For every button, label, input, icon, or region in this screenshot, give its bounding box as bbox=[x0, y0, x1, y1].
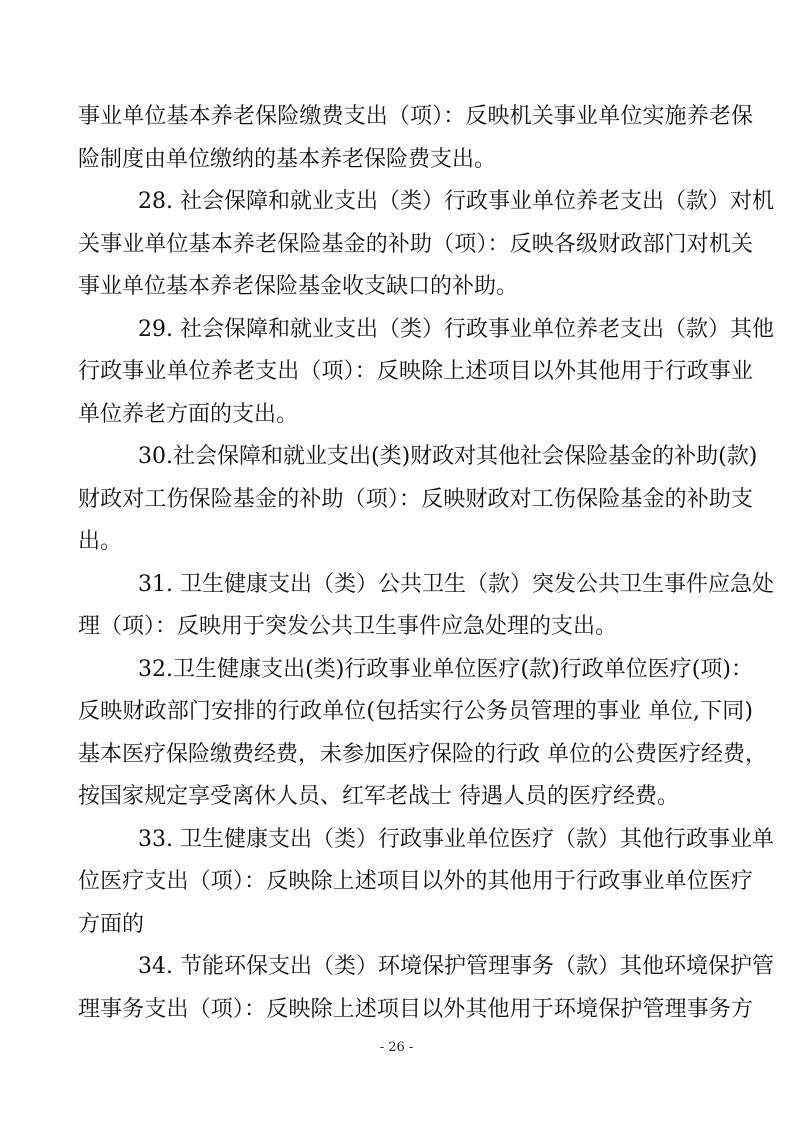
text-line: 财政对工伤保险基金的补助（项）：反映财政对工伤保险基金的补助支 bbox=[78, 486, 753, 512]
text-line: 29. 社会保障和就业支出（类）行政事业单位养老支出（款）其他 bbox=[138, 316, 774, 342]
text-line: 事业单位基本养老保险缴费支出（项）：反映机关事业单位实施养老保 bbox=[78, 104, 753, 129]
text-line: 关事业单位基本养老保险基金的补助（项）：反映各级财政部门对机关 bbox=[78, 231, 753, 257]
text-line: 反映财政部门安排的行政单位(包括实行公务员管理的事业 单位,下同) bbox=[78, 699, 753, 724]
text-line: 按国家规定享受离休人员、红军老战士 待遇人员的医疗经费。 bbox=[78, 784, 679, 809]
text-line: 单位养老方面的支出。 bbox=[78, 401, 299, 427]
text-line: 31. 卫生健康支出（类）公共卫生（款）突发公共卫生事件应急处 bbox=[138, 571, 774, 597]
text-line: 事业单位基本养老保险基金收支缺口的补助。 bbox=[78, 274, 519, 299]
text-line: 34. 节能环保支出（类）环境保护管理事务（款）其他环境保护管 bbox=[138, 954, 774, 979]
text-line: 理（项）：反映用于突发公共卫生事件应急处理的支出。 bbox=[78, 614, 618, 639]
text-line: 33. 卫生健康支出（类）行政事业单位医疗（款）其他行政事业单 bbox=[138, 826, 774, 852]
text-line: 出。 bbox=[78, 529, 123, 554]
text-line: 理事务支出（项）：反映除上述项目以外其他用于环境保护管理事务方 bbox=[78, 996, 753, 1022]
text-line: 行政事业单位养老支出（项）：反映除上述项目以外其他用于行政事业 bbox=[78, 359, 753, 384]
text-line: 方面的 bbox=[78, 911, 145, 937]
text-line: 30.社会保障和就业支出(类)财政对其他社会保险基金的补助(款) bbox=[138, 444, 758, 469]
page-number: - 26 - bbox=[379, 1040, 414, 1055]
text-line: 28. 社会保障和就业支出（类）行政事业单位养老支出（款）对机 bbox=[138, 189, 774, 214]
text-line: 32.卫生健康支出(类)行政事业单位医疗(款)行政单位医疗(项)： bbox=[138, 656, 753, 682]
text-line: 位医疗支出（项）：反映除上述项目以外的其他用于行政事业单位医疗 bbox=[78, 869, 753, 894]
text-line: 基本医疗保险缴费经费，未参加医疗保险的行政 单位的公费医疗经费， bbox=[78, 741, 767, 767]
text-line: 险制度由单位缴纳的基本养老保险费支出。 bbox=[78, 146, 497, 172]
